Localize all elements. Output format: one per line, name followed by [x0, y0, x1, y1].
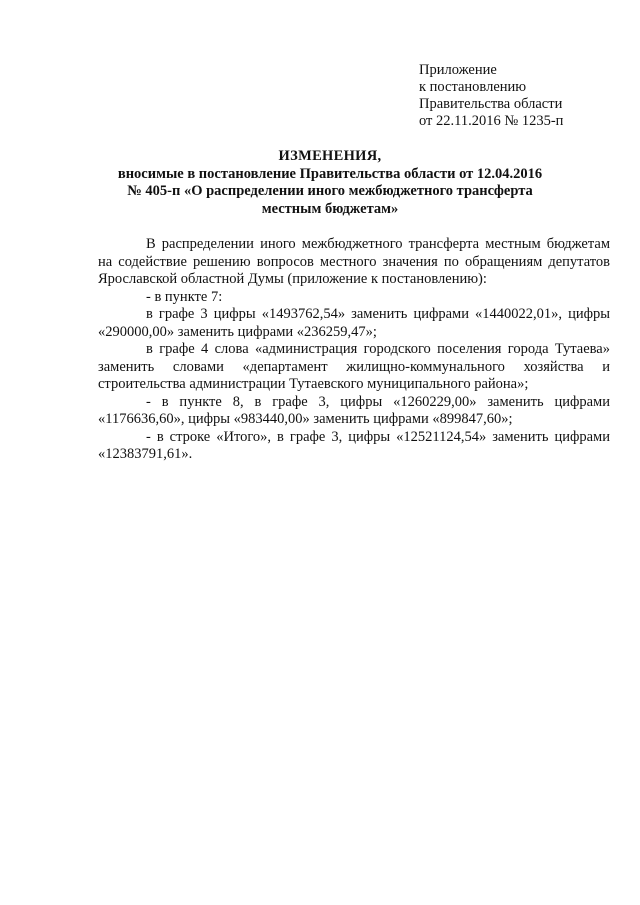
document-body	[98, 236, 610, 464]
body-paragraph-total: - в строке «Итого», в графе 3, цифры «12521124,54» заменить цифрами «12383791,61».	[98, 428, 610, 462]
appendix-line-1: Приложение	[419, 62, 497, 78]
document-title	[110, 148, 550, 218]
appendix-line-3: Правительства области	[419, 96, 563, 112]
body-paragraph-item-8: - в пункте 8, в графе 3, цифры «1260229,00» заменить цифрами «1176636,60», цифры «983440,00» заменить цифрами «899847,60»;	[98, 393, 610, 427]
body-paragraph-item-7: - в пункте 7:	[146, 288, 223, 305]
title-line-2: № 405-п «О распределении иного межбюджетного трансферта	[127, 183, 533, 199]
body-paragraph-column-4: в графе 4 слова «администрация городского поселения города Тутаева» заменить словами «департамент жилищно-коммунального хозяйства и строительства администрации Тутаевского муниципального района»;	[98, 341, 610, 392]
appendix-line-4: от 22.11.2016 № 1235-п	[419, 113, 564, 129]
title-line-1: вносимые в постановление Правительства области от 12.04.2016	[117, 165, 543, 182]
title-main: ИЗМЕНЕНИЯ,	[278, 148, 382, 164]
body-paragraph-column-3: в графе 3 цифры «1493762,54» заменить цифрами «1440022,01», цифры «290000,00» заменить цифрами «236259,47»;	[98, 306, 610, 340]
body-paragraph-intro: В распределении иного межбюджетного трансферта местным бюджетам на содействие решению вопросов местного значения по обращениям депутатов Ярославской областной Думы (приложение к постановлению):	[98, 236, 610, 287]
title-line-3: местным бюджетам»	[261, 200, 399, 217]
appendix-header	[419, 62, 563, 130]
appendix-line-2: к постановлению	[419, 79, 527, 95]
